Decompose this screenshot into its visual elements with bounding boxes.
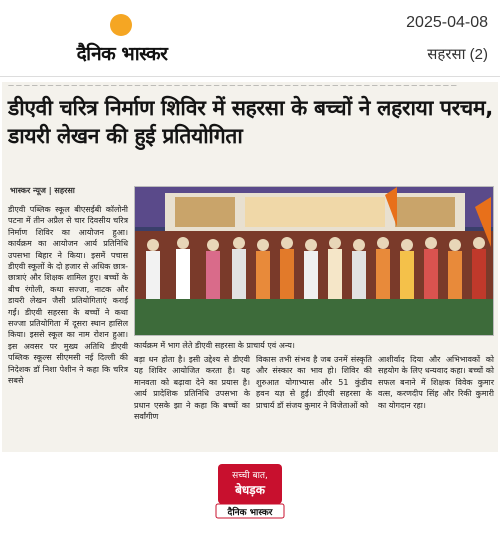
logo-text: दैनिक भास्कर: [76, 43, 168, 65]
photo-caption: कार्यक्रम में भाग लेते डीएवी सहरसा के प्राचार्य एवं अन्य।: [134, 341, 295, 350]
article-column-bottom-1: बड़ा धन होता है। इसी उद्देश्य से डीएवी यह शिविर आयोजित करता है। यह मानवता को बढ़ावा देने का प्रयास है। आर्य प्रादेशिक प्रतिनिधि उपसभा के प्रधान एसके झा ने कहा कि बच्चों का सर्वांगीण: [134, 355, 250, 422]
page-header: [0, 0, 500, 76]
brand-badge-graphic: [210, 462, 290, 522]
article-byline: भास्कर न्यूज | सहरसा: [10, 186, 75, 195]
sun-logo-icon: [110, 14, 132, 36]
article-column-bottom-3: आशीर्वाद दिया और अभिभावकों को सहयोग के लिए धन्यवाद कहा। बच्चों को सफल बनाने में शिक्षक विवेक कुमार वत्स, करणदीप सिंह और रिकी कुमारी का योगदान रहा।: [378, 355, 494, 410]
edition-date: 2025-04-08: [406, 14, 488, 31]
previous-article-fragment: — — — — — — — — — — — — — — — — — — — — — — — — — — — — — — — — — — — — — — — — — — — — — — — — — — — — — — — — —: [8, 82, 457, 89]
article-column-bottom-2: विकास तभी संभव है जब उनमें संस्कृति और संस्कार का भाव हो। शिविर की शुरुआत योगाभ्यास और 51 कुंडीय हवन यज्ञ से हुई। डीएवी सहरसा के प्राचार्य डॉ संजय कुमार ने विजेताओं को: [256, 355, 372, 410]
edition-name: सहरसा (2): [427, 46, 488, 63]
edition-info: [406, 14, 488, 64]
badge-line-1: सच्ची बात,: [232, 471, 268, 481]
article-column-left: डीएवी पब्लिक स्कूल बीएसईबी कॉलोनी पटना में तीन अप्रैल से चार दिवसीय चरित्र निर्माण शिविर का आयोजन हुआ। कार्यक्रम का आयोजन आर्य प्रतिनिधि उपसभा बिहार ने किया। इसमें पचास डीएवी स्कूलों के दो हजार से अधिक छात्र-छात्राएं और शिक्षक शामिल हुए। बच्चों के बीच रंगोली, कथा सज्जा, नाटक और डायरी लेखन जैसी प्रतियोगिताएं कराई गईं। डीएवी सहरसा के बच्चों ने कथा सज्जा प्रतियोगिता में दूसरा स्थान हासिल किया। इससे स्कूल का नाम रोशन हुआ। इस अवसर पर मुख्य अतिथि डीएवी पब्लिक स्कूल्स सीएमसी नई दिल्ली की निदेशक डॉ निशा पेशीन ने कहा कि चरित्र सबसे: [8, 205, 128, 386]
badge-line-2: बेधड़क: [235, 483, 265, 497]
brand-badge-logo: [210, 462, 290, 522]
event-photo-illustration: [135, 187, 494, 336]
news-clipping: [2, 82, 498, 452]
event-photo: [134, 186, 494, 336]
article-headline: डीएवी चरित्र निर्माण शिविर में सहरसा के बच्चों ने लहराया परचम, डायरी लेखन की हुई प्रतियोगिता: [8, 96, 493, 148]
newspaper-logo: [52, 12, 192, 68]
header-divider: [0, 76, 500, 77]
badge-line-3: दैनिक भास्कर: [227, 508, 273, 518]
